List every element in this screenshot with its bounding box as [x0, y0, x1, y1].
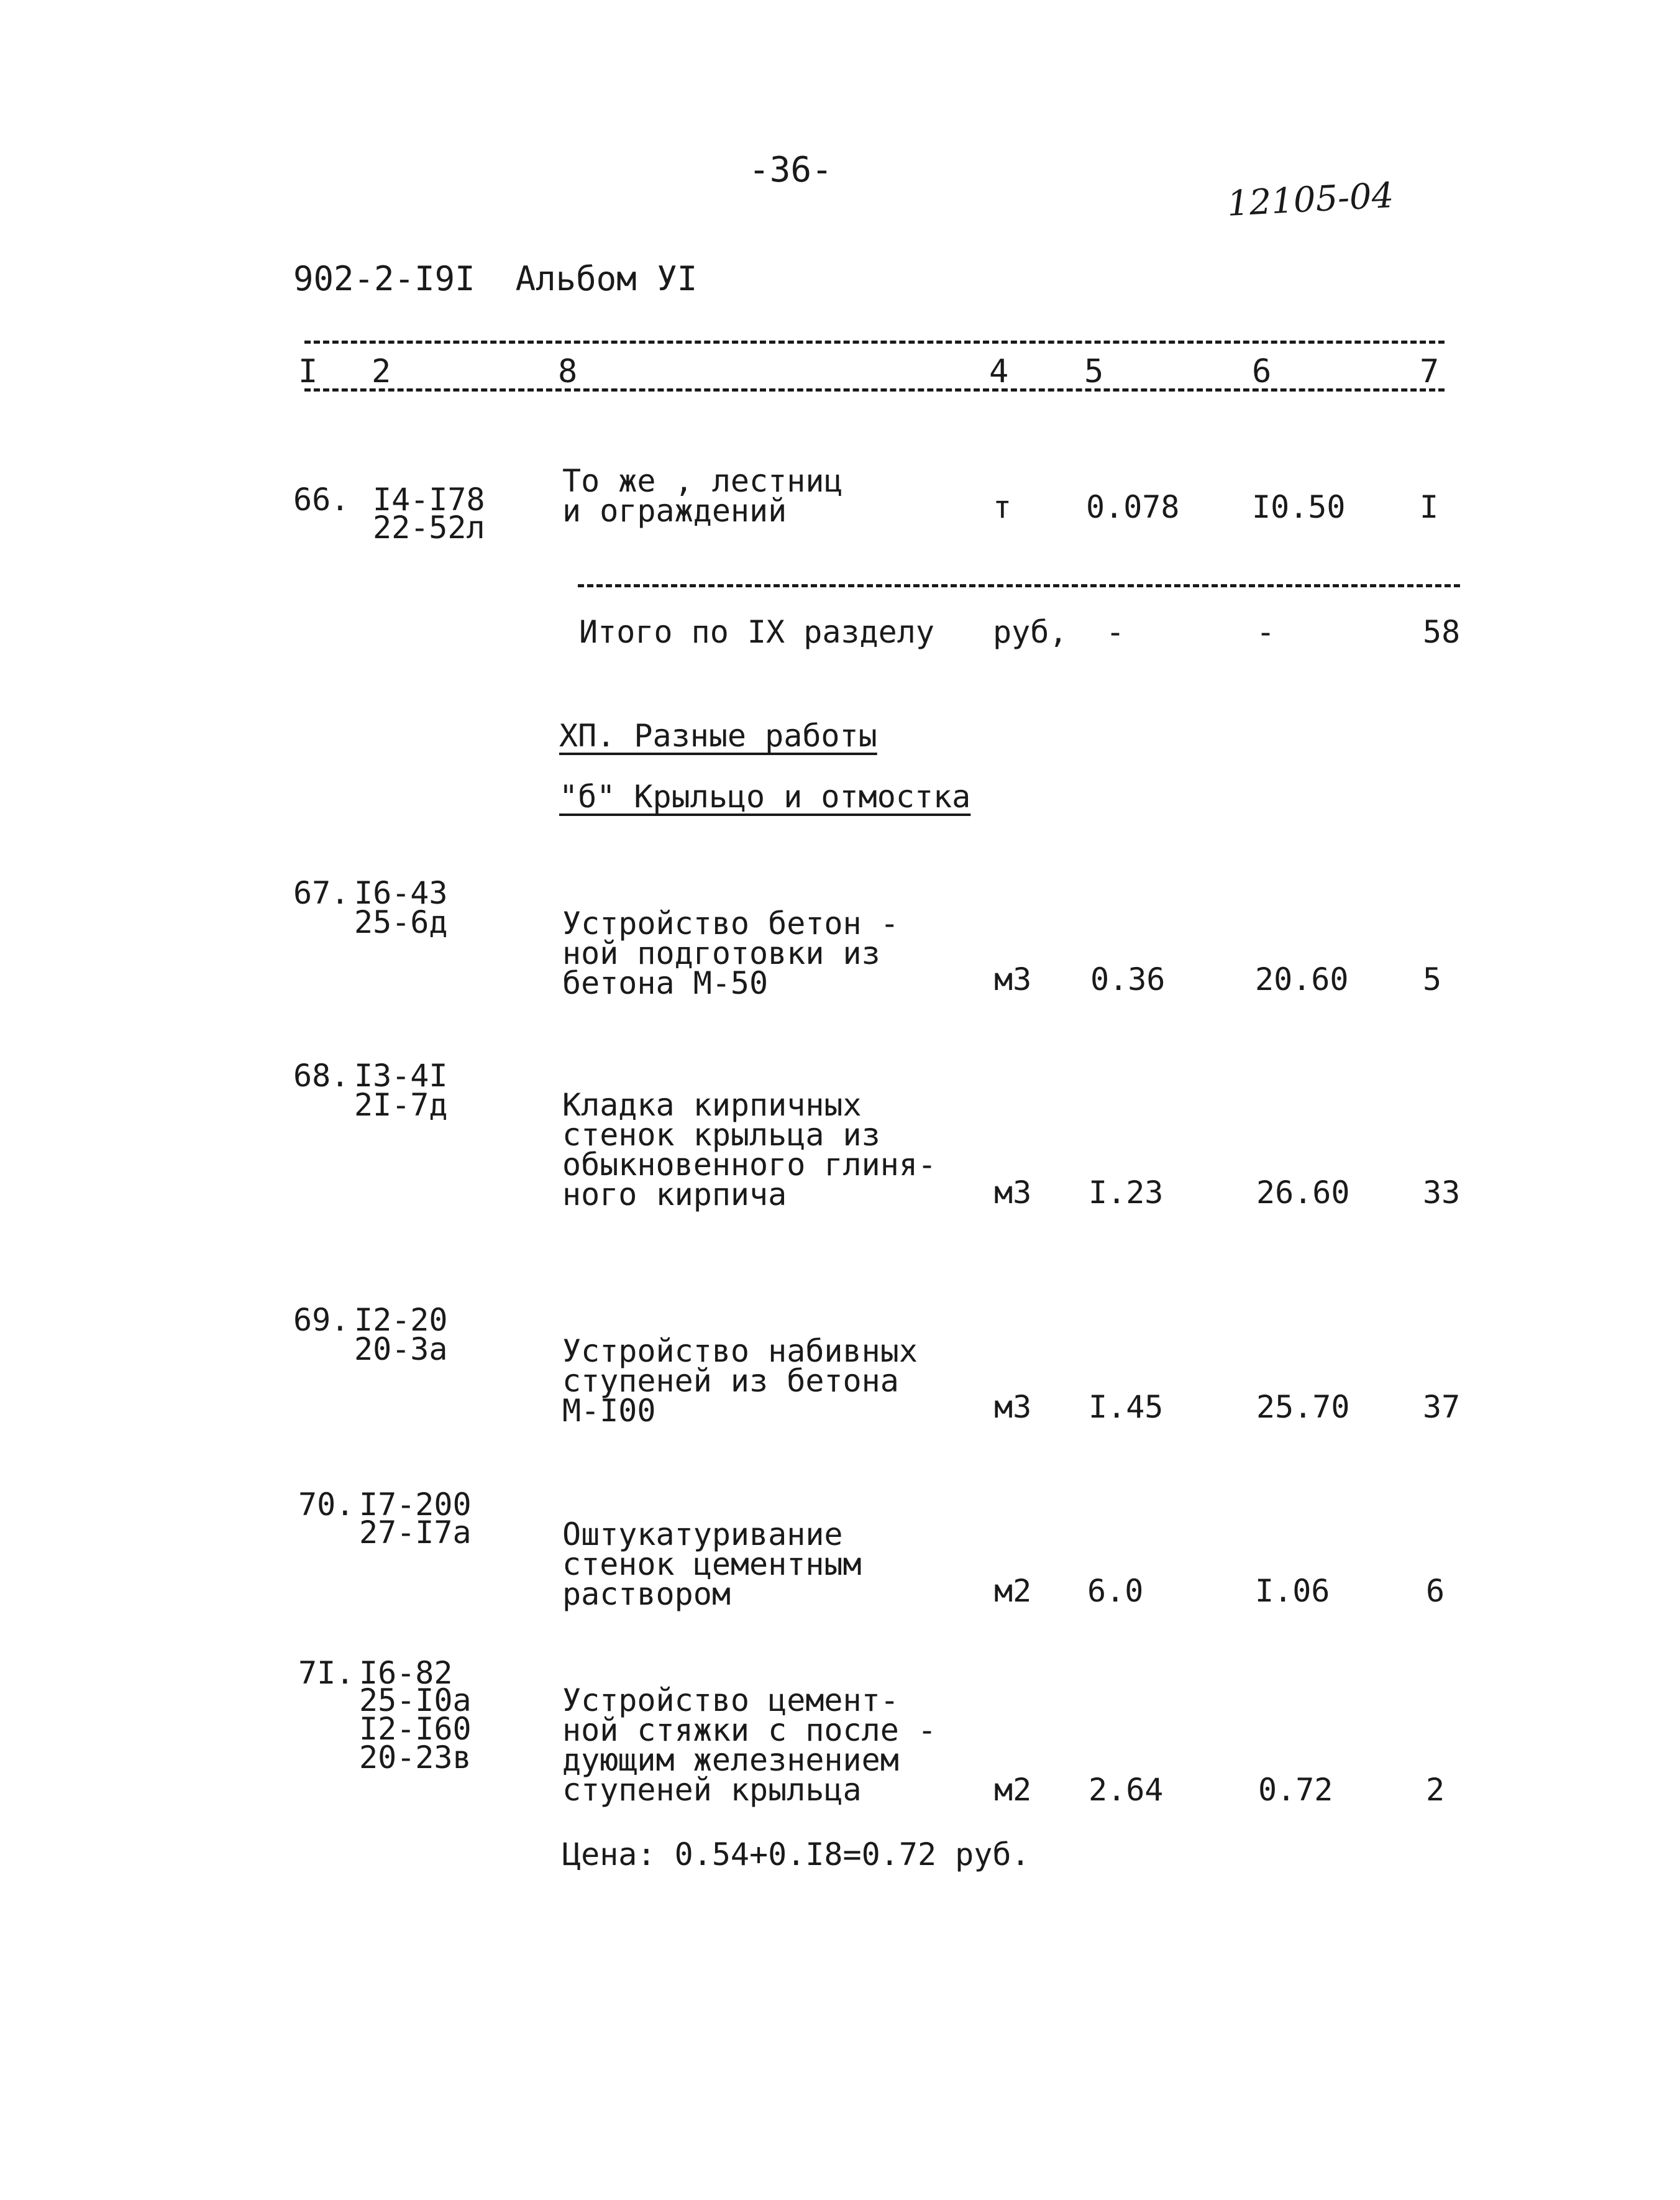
row-71-price: 0.72	[1258, 1772, 1333, 1808]
handwritten-stamp: 12105-04	[1226, 175, 1395, 224]
section-title: ХП. Разные работы	[559, 718, 877, 754]
subtotal-total: 58	[1423, 614, 1461, 650]
row-71-description: Устройство цемент-	[562, 1682, 899, 1718]
row-70-quantity: 6.0	[1087, 1573, 1144, 1609]
row-66-price: I0.50	[1252, 489, 1346, 525]
row-68-total: 33	[1423, 1175, 1461, 1211]
row-69-total: 37	[1423, 1389, 1461, 1425]
row-67-description: Устройство бетон -	[562, 905, 899, 942]
row-70-description: стенок цементным	[562, 1546, 862, 1582]
album-title: 902-2-I9I Альбом УI	[293, 259, 698, 298]
row-70-unit: м2	[994, 1573, 1032, 1609]
row-66-description: и ограждений	[562, 493, 787, 529]
row-68-description: обыкновенного глиня-	[562, 1147, 937, 1183]
row-67-code: 25-6д	[354, 904, 448, 940]
row-66-description: То же , лестниц	[562, 463, 843, 499]
row-68-price: 26.60	[1256, 1175, 1350, 1211]
row-69-description: ступеней из бетона	[562, 1363, 899, 1399]
row-67-total: 5	[1423, 961, 1442, 997]
column-2-number: 2	[372, 353, 391, 390]
header-top-rule	[304, 341, 1445, 344]
row-70-description: раствором	[562, 1576, 731, 1612]
row-69-quantity: I.45	[1089, 1389, 1164, 1425]
row-66-quantity: 0.078	[1086, 489, 1180, 525]
row-68-quantity: I.23	[1089, 1175, 1164, 1211]
row-68-number: 68.	[293, 1058, 350, 1094]
row-66-code: 22-52л	[373, 510, 485, 546]
row-68-unit: м3	[994, 1175, 1032, 1211]
row-69-description: М-I00	[562, 1393, 656, 1429]
row-68-description: ного кирпича	[562, 1176, 787, 1212]
row-71-code: I6-82	[359, 1655, 453, 1691]
row-67-description: бетона М-50	[562, 965, 769, 1001]
row-69-code: 20-3а	[354, 1331, 448, 1367]
row-71-number: 7I.	[298, 1655, 355, 1691]
row-71-code: 20-23в	[359, 1739, 472, 1776]
subtotal-price: -	[1256, 614, 1276, 650]
page-number: -36-	[749, 150, 833, 190]
row-69-number: 69.	[293, 1302, 350, 1338]
subtotal-label: Итого по IX разделу	[579, 614, 934, 650]
row-70-number: 70.	[298, 1487, 355, 1523]
row-70-description: Оштукатуривание	[562, 1516, 843, 1552]
column-4-number: 4	[989, 353, 1009, 390]
row-69-unit: м3	[994, 1389, 1032, 1425]
row-71-description: ступеней крыльца	[562, 1772, 862, 1808]
column-5-number: 5	[1084, 353, 1104, 390]
row-70-code: I7-200	[359, 1487, 472, 1523]
row-68-code: 2I-7д	[354, 1087, 448, 1123]
row-69-price: 25.70	[1256, 1389, 1350, 1425]
row-69-description: Устройство набивных	[562, 1333, 918, 1369]
row-66-number: 66.	[293, 482, 350, 518]
price-note: Цена: 0.54+0.I8=0.72 руб.	[562, 1836, 1030, 1872]
row-67-description: ной подготовки из	[562, 935, 880, 971]
row-67-code: I6-43	[354, 875, 448, 911]
column-1-number: I	[298, 353, 318, 390]
row-69-code: I2-20	[354, 1302, 448, 1338]
row-67-quantity: 0.36	[1090, 961, 1166, 997]
row-67-number: 67.	[293, 875, 350, 911]
row-67-price: 20.60	[1255, 961, 1349, 997]
header-bottom-rule	[304, 388, 1445, 392]
row-66-total: I	[1420, 489, 1439, 525]
row-68-description: стенок крыльца из	[562, 1117, 880, 1153]
row-71-quantity: 2.64	[1089, 1772, 1164, 1808]
subtotal-rule	[578, 584, 1460, 587]
column-7-number: 7	[1420, 353, 1440, 390]
row-66-unit: т	[993, 489, 1012, 525]
subtotal-unit: руб,	[993, 614, 1068, 650]
column-3-number: 8	[558, 353, 578, 390]
subtotal-quantity: -	[1106, 614, 1125, 650]
row-71-total: 2	[1426, 1772, 1445, 1808]
row-70-total: 6	[1426, 1573, 1445, 1609]
section-subtitle: "б" Крыльцо и отмостка	[559, 779, 971, 815]
row-68-code: I3-4I	[354, 1058, 448, 1094]
row-70-price: I.06	[1255, 1573, 1330, 1609]
row-66-code: I4-I78	[373, 482, 485, 518]
row-71-description: ной стяжки с после -	[562, 1712, 937, 1748]
row-71-description: дующим железнением	[562, 1742, 899, 1778]
row-71-code: 25-I0а	[359, 1682, 472, 1718]
row-67-unit: м3	[994, 961, 1032, 997]
row-68-description: Кладка кирпичных	[562, 1087, 862, 1123]
row-71-code: I2-I60	[359, 1711, 472, 1747]
row-70-code: 27-I7а	[359, 1515, 472, 1551]
row-71-unit: м2	[994, 1772, 1032, 1808]
column-6-number: 6	[1252, 353, 1272, 390]
